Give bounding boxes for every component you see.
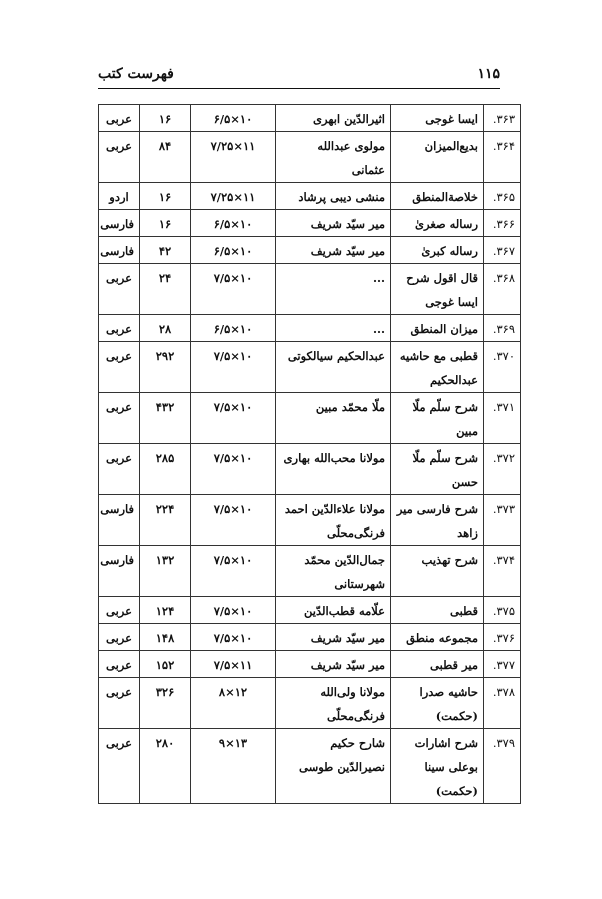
- table-row: [99, 183, 521, 210]
- book-title: رساله صغریٰ: [391, 210, 484, 237]
- book-size: ۱۰×۷/۵: [191, 624, 276, 651]
- entry-number: ۳۶۴.: [484, 132, 521, 183]
- table-row: [99, 210, 521, 237]
- table-row: [99, 651, 521, 678]
- page-count: ۳۲۶: [140, 678, 191, 729]
- book-author: ...: [276, 264, 391, 315]
- book-title: ایسا غوجی: [391, 105, 484, 132]
- book-title: میزان المنطق: [391, 315, 484, 342]
- page-count: ۴۲: [140, 237, 191, 264]
- book-size: ۱۱×۷/۵: [191, 651, 276, 678]
- table-row: [99, 105, 521, 132]
- book-title: قطبی مع حاشیه عبدالحکیم: [391, 342, 484, 393]
- book-author: اثیرالدّین ابهری: [276, 105, 391, 132]
- page-header: [98, 66, 500, 86]
- table-row: [99, 315, 521, 342]
- entry-number: ۳۷۴.: [484, 546, 521, 597]
- page-count: ۲۴: [140, 264, 191, 315]
- book-language: عربی: [99, 651, 140, 678]
- book-title: بدیع‌المیزان: [391, 132, 484, 183]
- book-author: میر سیّد شریف: [276, 624, 391, 651]
- table-row: [99, 264, 521, 315]
- entry-number: ۳۷۰.: [484, 342, 521, 393]
- book-author: مولوی عبدالله عثمانی: [276, 132, 391, 183]
- book-language: اردو: [99, 183, 140, 210]
- entry-number: ۳۷۲.: [484, 444, 521, 495]
- table-row: [99, 342, 521, 393]
- book-catalog-table: [98, 104, 521, 804]
- table-row: [99, 546, 521, 597]
- entry-number: ۳۶۷.: [484, 237, 521, 264]
- page-count: ۲۲۴: [140, 495, 191, 546]
- book-title: حاشیه صدرا (حکمت): [391, 678, 484, 729]
- table-row: [99, 624, 521, 651]
- book-title: قال اقول شرح ایسا غوجی: [391, 264, 484, 315]
- book-author: میر سیّد شریف: [276, 237, 391, 264]
- table-row: [99, 237, 521, 264]
- book-title: شرح تهذیب: [391, 546, 484, 597]
- book-language: عربی: [99, 393, 140, 444]
- book-size: ۱۰×۷/۵: [191, 264, 276, 315]
- book-size: ۱۲×۸: [191, 678, 276, 729]
- book-size: ۱۰×۶/۵: [191, 315, 276, 342]
- book-author: عبدالحکیم سیالکوتی: [276, 342, 391, 393]
- book-language: فارسی: [99, 546, 140, 597]
- book-size: ۱۰×۶/۵: [191, 237, 276, 264]
- entry-number: ۳۶۵.: [484, 183, 521, 210]
- book-size: ۱۰×۶/۵: [191, 105, 276, 132]
- page-count: ۱۵۲: [140, 651, 191, 678]
- book-title: مجموعه منطق: [391, 624, 484, 651]
- entry-number: ۳۷۳.: [484, 495, 521, 546]
- book-author: ملّا محمّد مبین: [276, 393, 391, 444]
- book-title: شرح اشارات بوعلی سینا (حکمت): [391, 729, 484, 804]
- table-row: [99, 444, 521, 495]
- running-title: فهرست کتب: [98, 66, 174, 82]
- table-row: [99, 729, 521, 804]
- entry-number: ۳۷۷.: [484, 651, 521, 678]
- book-author: منشی دیبی پرشاد: [276, 183, 391, 210]
- page-count: ۱۶: [140, 210, 191, 237]
- book-size: ۱۰×۷/۵: [191, 393, 276, 444]
- book-language: عربی: [99, 444, 140, 495]
- entry-number: ۳۷۸.: [484, 678, 521, 729]
- book-title: قطبی: [391, 597, 484, 624]
- entry-number: ۳۷۱.: [484, 393, 521, 444]
- page-count: ۸۴: [140, 132, 191, 183]
- page-count: ۱۴۸: [140, 624, 191, 651]
- page-count: ۲۹۲: [140, 342, 191, 393]
- entry-number: ۳۷۵.: [484, 597, 521, 624]
- page-count: ۲۸۰: [140, 729, 191, 804]
- book-size: ۱۰×۷/۵: [191, 597, 276, 624]
- book-author: مولانا ولی‌الله فرنگی‌محلّی: [276, 678, 391, 729]
- entry-number: ۳۶۸.: [484, 264, 521, 315]
- entry-number: ۳۶۳.: [484, 105, 521, 132]
- book-size: ۱۱×۷/۲۵: [191, 132, 276, 183]
- book-title: رساله کبریٰ: [391, 237, 484, 264]
- book-size: ۱۰×۷/۵: [191, 444, 276, 495]
- table-row: [99, 495, 521, 546]
- page-count: ۲۸۵: [140, 444, 191, 495]
- book-language: فارسی: [99, 210, 140, 237]
- book-author: علّامه قطب‌الدّین: [276, 597, 391, 624]
- book-language: عربی: [99, 342, 140, 393]
- page-count: ۱۶: [140, 105, 191, 132]
- book-title: شرح سلّم ملّا حسن: [391, 444, 484, 495]
- book-language: عربی: [99, 597, 140, 624]
- book-size: ۱۰×۶/۵: [191, 210, 276, 237]
- book-language: عربی: [99, 624, 140, 651]
- entry-number: ۳۶۶.: [484, 210, 521, 237]
- catalog-body: [99, 105, 521, 804]
- entry-number: ۳۶۹.: [484, 315, 521, 342]
- book-title: خلاصة‌المنطق: [391, 183, 484, 210]
- book-size: ۱۰×۷/۵: [191, 342, 276, 393]
- page-count: ۱۳۲: [140, 546, 191, 597]
- book-language: عربی: [99, 264, 140, 315]
- page-count: ۱۶: [140, 183, 191, 210]
- page-count: ۱۲۴: [140, 597, 191, 624]
- book-author: جمال‌الدّین محمّد شهرستانی: [276, 546, 391, 597]
- book-author: ...: [276, 315, 391, 342]
- entry-number: ۳۷۶.: [484, 624, 521, 651]
- book-language: عربی: [99, 729, 140, 804]
- page-count: ۲۸: [140, 315, 191, 342]
- book-language: عربی: [99, 105, 140, 132]
- table-row: [99, 597, 521, 624]
- book-language: عربی: [99, 132, 140, 183]
- book-title: میر قطبی: [391, 651, 484, 678]
- book-author: مولانا علاءالدّین احمد فرنگی‌محلّی: [276, 495, 391, 546]
- book-title: شرح فارسی میر زاهد: [391, 495, 484, 546]
- book-size: ۱۳×۹: [191, 729, 276, 804]
- header-rule: [98, 88, 500, 89]
- entry-number: ۳۷۹.: [484, 729, 521, 804]
- book-author: میر سیّد شریف: [276, 651, 391, 678]
- table-row: [99, 132, 521, 183]
- book-size: ۱۱×۷/۲۵: [191, 183, 276, 210]
- page-count: ۴۳۲: [140, 393, 191, 444]
- page-number: ۱۱۵: [477, 66, 500, 82]
- book-language: عربی: [99, 678, 140, 729]
- table-row: [99, 678, 521, 729]
- book-size: ۱۰×۷/۵: [191, 495, 276, 546]
- book-size: ۱۰×۷/۵: [191, 546, 276, 597]
- book-language: فارسی: [99, 495, 140, 546]
- book-title: شرح سلّم ملّا مبین: [391, 393, 484, 444]
- book-language: عربی: [99, 315, 140, 342]
- table-row: [99, 393, 521, 444]
- book-author: مولانا محب‌الله بهاری: [276, 444, 391, 495]
- book-author: میر سیّد شریف: [276, 210, 391, 237]
- book-language: فارسی: [99, 237, 140, 264]
- book-author: شارح حکیم نصیرالدّین طوسی: [276, 729, 391, 804]
